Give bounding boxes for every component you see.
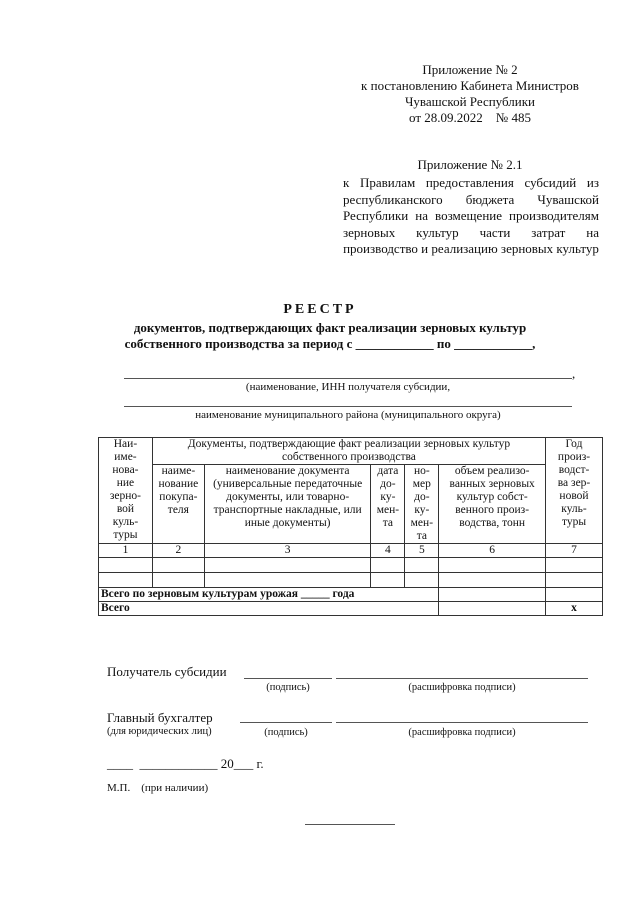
table-cell [439,573,546,588]
accountant-note: (для юридических лиц) [107,726,212,737]
annex-header-main [340,62,600,126]
table-header-row-1 [99,438,603,465]
annex-resolution: к постановлению Кабинета Министров [361,78,579,93]
header-document-name: наименование документа (универсальные передаточные документы, или товарно-транспортные накладные, или иные документы) [204,465,371,544]
recipient-decode-line [336,678,588,679]
subtitle-line-2: собственного производства за период с ____________ по ____________, [124,336,536,351]
recipient-comma: , [572,366,576,381]
total-row [99,602,603,616]
annex-number: Приложение № 2 [422,62,518,77]
header-documents-group: Документы, подтверждающие факт реализации зерновых культур собственного производства [152,438,545,465]
table-cell [371,573,405,588]
header-crop: Наи- име- нова- ние зерно- вой куль- туры [99,438,153,544]
district-line [124,406,572,407]
accountant-decode-line [336,722,588,723]
header-date: дата до- ку- мен- та [371,465,405,544]
recipient-caption: (наименование, ИНН получателя субсидии, [245,381,451,393]
total-harvest-row [99,588,603,602]
date-line: ____ ____________ 20___ г. [107,756,264,771]
footer-line [305,824,395,825]
accountant-label: Главный бухгалтер [107,710,213,725]
table-cell [405,573,439,588]
total-harvest-volume [439,588,546,602]
district-caption: наименование муниципального района (муниципального округа) [195,409,501,421]
header-year: Год произ- водст- ва зер- новой куль- туры [546,438,603,544]
accountant-sign-caption: (подпись) [264,727,308,738]
column-number-row [99,544,603,558]
total-x-mark: х [546,602,603,616]
header-volume: объем реализо- ванных зерновых культур собст- венного произ- водства, тонн [439,465,546,544]
page-title: РЕЕСТР [283,302,357,317]
table-header-row-2 [99,465,603,544]
table-row [99,573,603,588]
col-num: 1 [99,544,153,558]
table-cell [405,558,439,573]
col-num: 5 [405,544,439,558]
col-num: 3 [204,544,371,558]
header-buyer: наиме- нование покупа- теля [152,465,204,544]
col-num: 2 [152,544,204,558]
table-cell [546,573,603,588]
recipient-sign-caption: (подпись) [266,682,310,693]
subtitle-line-1: документов, подтверждающих факт реализации зерновых культур [133,320,527,335]
annex-sub-rules: к Правилам предоставления субсидий из республиканского бюджета Чувашской Республики на возмещение производителям зерновых культур части затрат на производство и реализацию зерновых культур [343,175,599,256]
table-cell [204,558,371,573]
accountant-sign-line [240,722,332,723]
recipient-decode-caption: (расшифровка подписи) [408,682,516,693]
col-num: 7 [546,544,603,558]
total-harvest-year [546,588,603,602]
table-row [99,558,603,573]
table-cell [99,573,153,588]
recipient-signature-label: Получатель субсидии [107,664,227,679]
recipient-name-line [124,378,572,379]
table-cell [371,558,405,573]
table-cell [152,573,204,588]
stamp-note: М.П. (при наличии) [107,782,209,794]
annex-sub-number: Приложение № 2.1 [417,157,523,172]
table-cell [152,558,204,573]
recipient-sign-line [244,678,332,679]
col-num: 6 [439,544,546,558]
col-num: 4 [371,544,405,558]
accountant-decode-caption: (расшифровка подписи) [408,727,516,738]
annex-republic: Чувашской Республики [404,94,536,109]
annex-date-number: от 28.09.2022 № 485 [409,110,531,125]
table-cell [99,558,153,573]
total-label: Всего [99,602,439,616]
total-harvest-label: Всего по зерновым культурам урожая _____ года [99,588,439,602]
page-subtitle [110,320,550,352]
table-cell [204,573,371,588]
table-cell [546,558,603,573]
table-cell [439,558,546,573]
registry-table [98,437,603,616]
header-number: но- мер до- ку- мен- та [405,465,439,544]
total-volume [439,602,546,616]
